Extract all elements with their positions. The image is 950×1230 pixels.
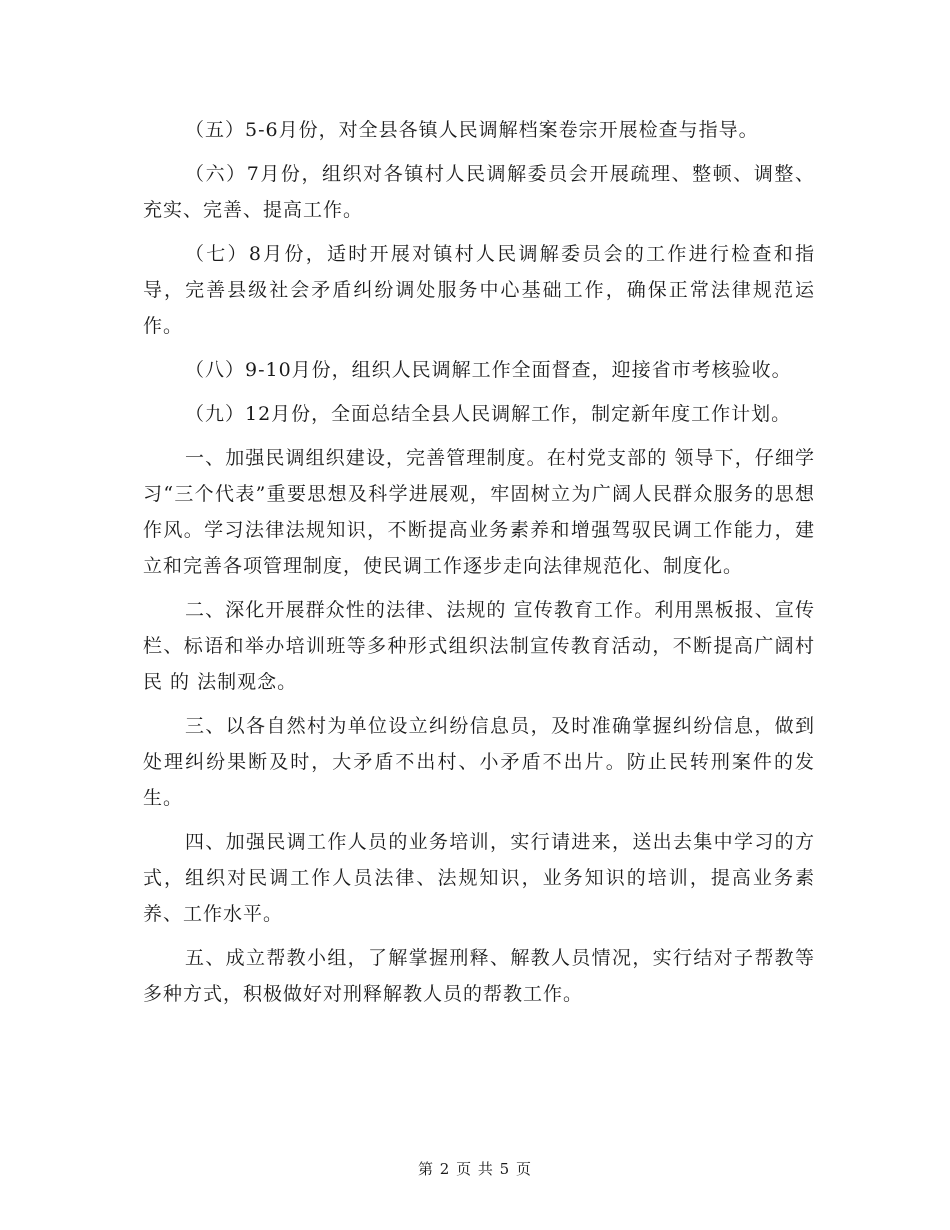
document-body (143, 112, 815, 1020)
paragraph-12-month: （九）12月份，全面总结全县人民调解工作，制定新年度工作计划。 (185, 403, 792, 425)
paragraph-section-four: 四、加强民调工作人员的业务培训，实行请进来，送出去集中学习的方式，组织对民调工作人员法律、法规知识，业务知识的培训，提高业务素养、工作水平。 (143, 831, 815, 925)
paragraph-section-one: 一、加强民调组织建设，完善管理制度。在村党支部的 领导下，仔细学习“三个代表”重要思想及科学进展观，牢固树立为广阔人民群众服务的思想作风。学习法律法规知识，不断提高业务素养和增强驾驭民调工作能力，建立和完善各项管理制度，使民调工作逐步走向法律规范化、制度化。 (143, 447, 815, 577)
paragraph-5-6-month: （五）5-6月份，对全县各镇人民调解档案卷宗开展检查与指导。 (185, 119, 759, 141)
paragraph-section-three: 三、以各自然村为单位设立纠纷信息员，及时准确掌握纠纷信息，做到处理纠纷果断及时，大矛盾不出村、小矛盾不出片。防止民转刑案件的发生。 (143, 715, 815, 809)
paragraph-7-month: （六）7月份，组织对各镇村人民调解委员会开展疏理、整顿、调整、充实、完善、提高工作。 (143, 163, 815, 221)
page-number: 第 2 页 共 5 页 (418, 1160, 532, 1178)
paragraph-8-month: （七）8月份，适时开展对镇村人民调解委员会的工作进行检查和指导，完善县级社会矛盾纠纷调处服务中心基础工作，确保正常法律规范运作。 (143, 243, 815, 337)
page-footer (0, 1158, 950, 1179)
paragraph-section-five: 五、成立帮教小组，了解掌握刑释、解教人员情况，实行结对子帮教等多种方式，积极做好对刑释解教人员的帮教工作。 (143, 947, 815, 1005)
paragraph-9-10-month: （八）9-10月份，组织人民调解工作全面督查，迎接省市考核验收。 (185, 359, 792, 381)
paragraph-section-two: 二、深化开展群众性的法律、法规的 宣传教育工作。利用黑板报、宣传栏、标语和举办培训班等多种形式组织法制宣传教育活动，不断提高广阔村民 的 法制观念。 (143, 599, 815, 693)
